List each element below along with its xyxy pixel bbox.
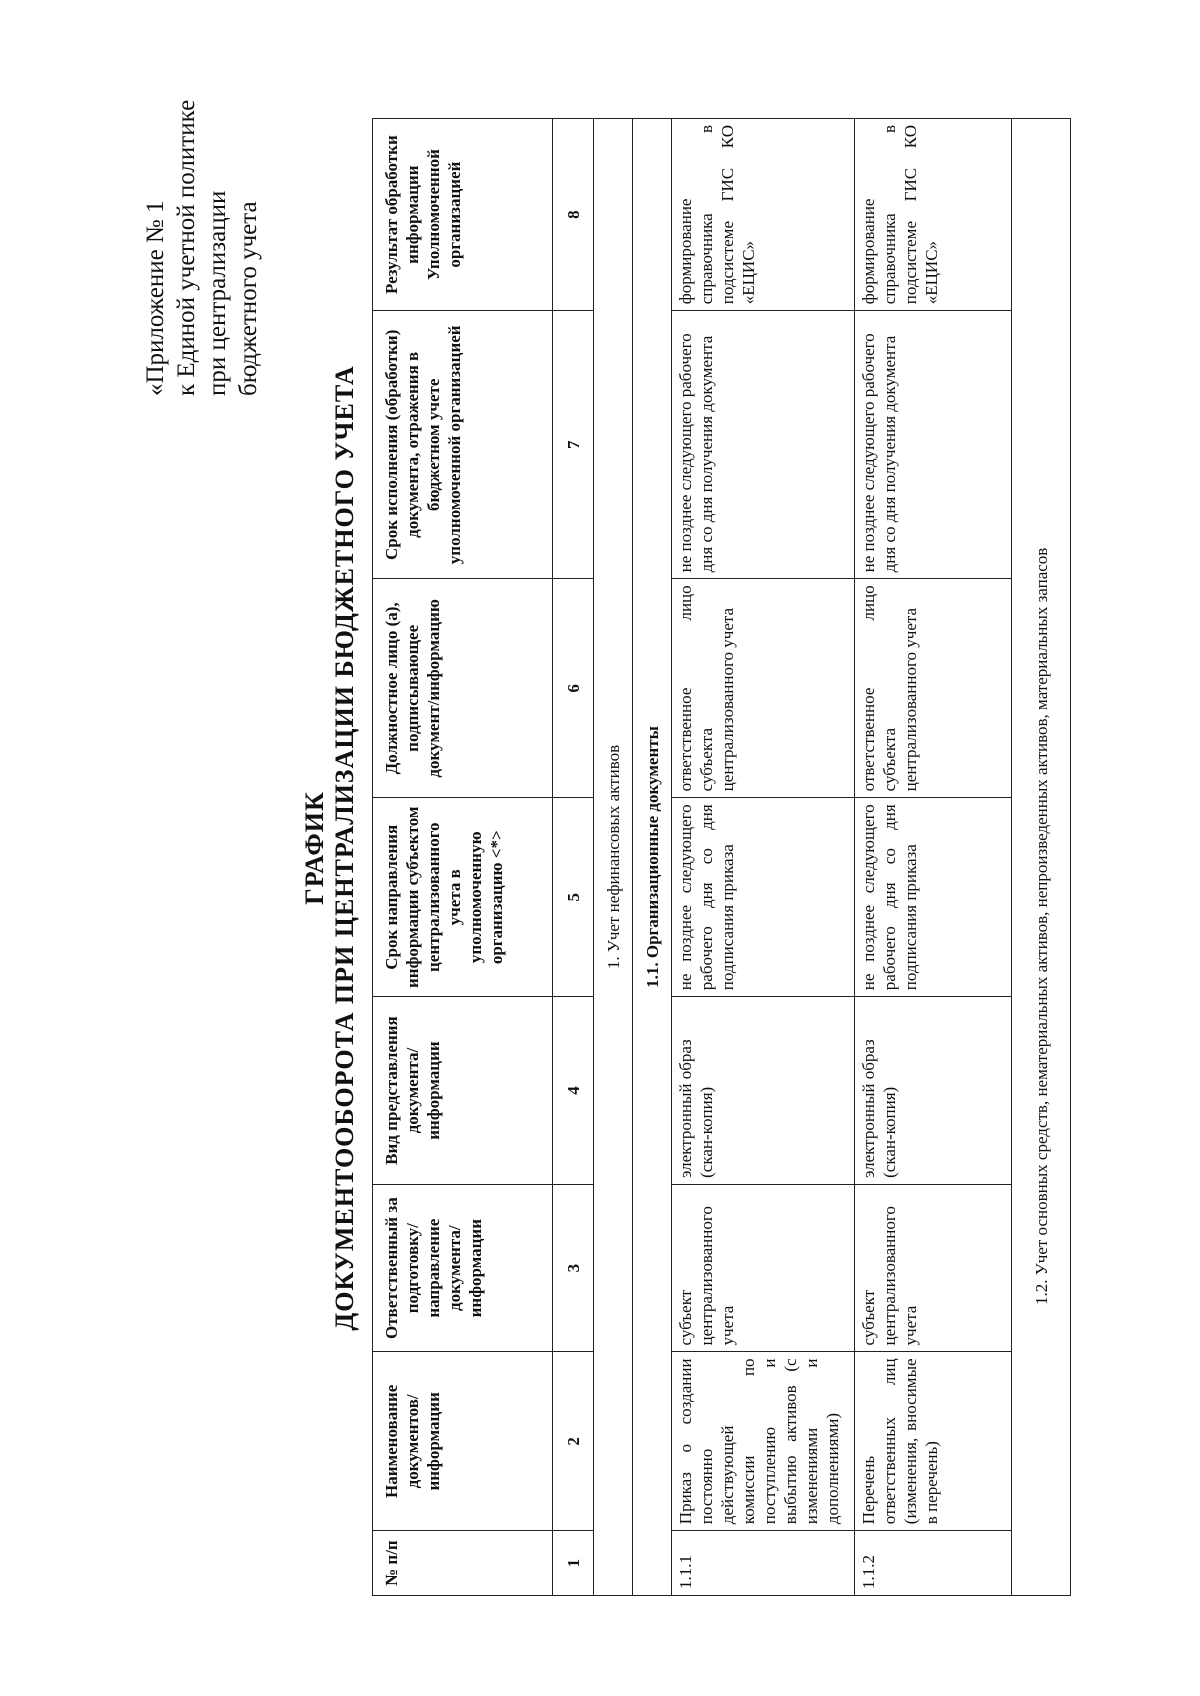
result-cell: формирование справочника в подсистеме ГИС КО «ЕЦИС»	[855, 119, 1012, 311]
column-number: 5	[553, 798, 594, 997]
row-number: 1.1.2	[855, 1531, 1012, 1596]
subsection-row	[633, 119, 672, 1596]
header-cell: Должностное лицо (а), подписывающее документ/информацию	[373, 579, 553, 798]
header-cell: Результат обработки информации Уполномоченной организацией	[373, 119, 553, 311]
appendix-line: при централизации	[204, 190, 231, 396]
appendix-line: «Приложение № 1	[142, 200, 169, 396]
responsible-cell: субъект централизованного учета	[855, 1184, 1012, 1352]
deadline-cell: не позднее следующего рабочего дня со дня подписания приказа	[855, 798, 1012, 997]
processing-cell: не позднее следующего рабочего дня со дня получения документа	[855, 311, 1012, 579]
document-title: ГРАФИК	[300, 791, 329, 905]
result-cell: формирование справочника в подсистеме ГИС КО «ЕЦИС»	[672, 119, 855, 311]
schedule-table	[372, 118, 1071, 1596]
subsection-row	[1012, 119, 1071, 1596]
subsection-title: 1.1. Организационные документы	[633, 119, 672, 1596]
header-cell: Наименование документов/информации	[373, 1352, 553, 1531]
table-header-row	[373, 119, 553, 1596]
column-number: 6	[553, 579, 594, 798]
header-cell: Ответственный за подготовку/направление документа/информации	[373, 1184, 553, 1352]
column-number: 1	[553, 1531, 594, 1596]
subsection-title: 1.2. Учет основных средств, нематериальных активов, непроизведенных активов, материальных запасов	[1012, 119, 1071, 1596]
document-subtitle: ДОКУМЕНТООБОРОТА ПРИ ЦЕНТРАЛИЗАЦИИ БЮДЖЕТНОГО УЧЕТА	[330, 365, 359, 1331]
row-number: 1.1.1	[672, 1531, 855, 1596]
header-cell: Срок направления информации субъектом централизованного учета в уполномоченную организацию <*>	[373, 798, 553, 997]
header-cell: № п/п	[373, 1531, 553, 1596]
appendix-line: бюджетного учета	[235, 201, 262, 396]
deadline-cell: не позднее следующего рабочего дня со дня подписания приказа	[672, 798, 855, 997]
header-cell: Вид представления документа/информации	[373, 997, 553, 1185]
form-cell: электронный образ (скан-копия)	[672, 997, 855, 1185]
column-number: 3	[553, 1184, 594, 1352]
section-title: 1. Учет нефинансовых активов	[594, 119, 633, 1596]
section-row	[594, 119, 633, 1596]
document-name-cell: Приказ о создании постоянно действующей комиссии по поступлению и выбытию активов (с изменениями и дополнениями)	[672, 1352, 855, 1531]
processing-cell: не позднее следующего рабочего дня со дня получения документа	[672, 311, 855, 579]
document-name-cell: Перечень ответственных лиц (изменения, вносимые в перечень)	[855, 1352, 1012, 1531]
column-number: 7	[553, 311, 594, 579]
table-row	[855, 119, 1012, 1596]
column-number-row	[553, 119, 594, 1596]
form-cell: электронный образ (скан-копия)	[855, 997, 1012, 1185]
appendix-header	[140, 100, 264, 396]
column-number: 4	[553, 997, 594, 1185]
column-number: 8	[553, 119, 594, 311]
signer-cell: ответственное лицо субъекта централизованного учета	[855, 579, 1012, 798]
signer-cell: ответственное лицо субъекта централизованного учета	[672, 579, 855, 798]
header-cell: Срок исполнения (обработки) документа, отражения в бюджетном учете уполномоченной организацией	[373, 311, 553, 579]
responsible-cell: субъект централизованного учета	[672, 1184, 855, 1352]
column-number: 2	[553, 1352, 594, 1531]
table-row	[672, 119, 855, 1596]
appendix-line: к Единой учетной политике	[173, 99, 200, 396]
